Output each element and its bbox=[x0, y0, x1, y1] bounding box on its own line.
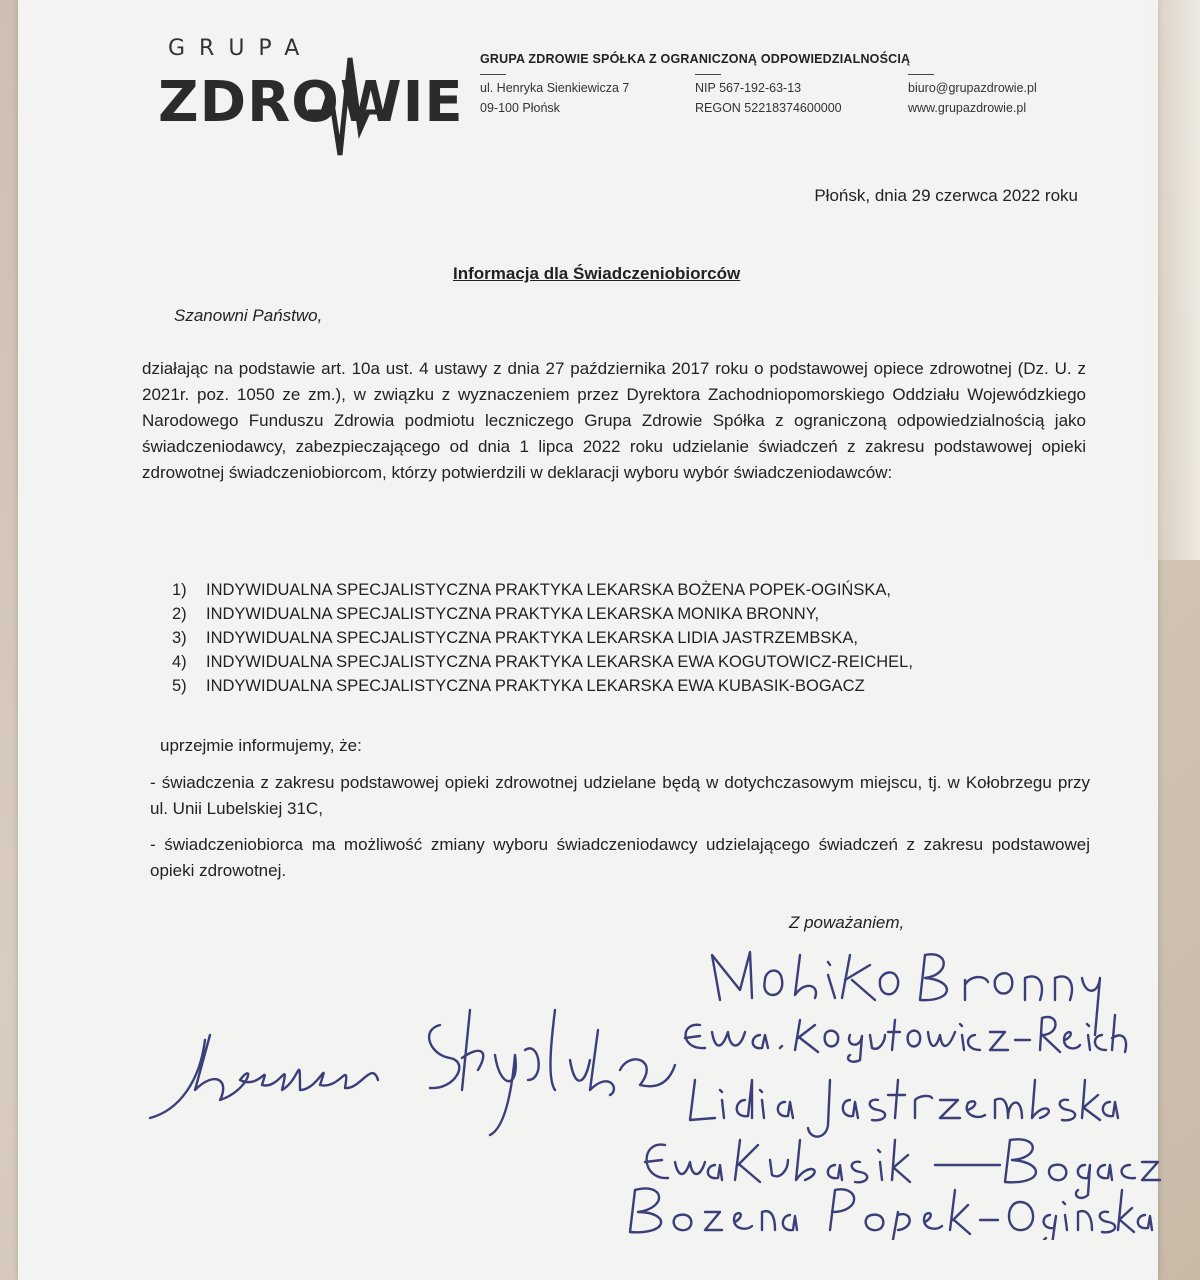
signature-ewa-kub bbox=[645, 1139, 1160, 1198]
company-name: GRUPA ZDROWIE SPÓŁKA Z OGRANICZONĄ ODPOWIEDZIALNOŚCIĄ bbox=[480, 52, 911, 66]
letter-title: Informacja dla Świadczeniobiorców bbox=[453, 264, 741, 283]
closing-phrase: Z poważaniem, bbox=[789, 913, 905, 932]
signatures-image bbox=[0, 940, 1200, 1240]
signature-ewa-k bbox=[685, 1015, 1126, 1062]
logo-text-grupa: GRUPA bbox=[168, 36, 314, 61]
info-point-change: - świadczeniobiorca ma możliwość zmiany wyboru świadczeniodawcy udzielającego świadczeń z zakresu podstawowej opieki zdrowotnej. bbox=[150, 835, 1090, 880]
signature-left bbox=[150, 1035, 378, 1118]
list-item: 2) INDYWIDUALNA SPECJALISTYCZNA PRAKTYKA LEKARSKA MONIKA BRONNY, bbox=[172, 605, 820, 623]
list-item: 5) INDYWIDUALNA SPECJALISTYCZNA PRAKTYKA LEKARSKA EWA KUBASIK-BOGACZ bbox=[172, 677, 865, 695]
registration-block bbox=[695, 74, 842, 118]
greeting: Szanowni Państwo, bbox=[174, 306, 323, 325]
address-street: ul. Henryka Sienkiewicza 7 bbox=[480, 81, 630, 95]
logo-text-zdrowie: ZDROWIE bbox=[158, 70, 464, 135]
body-paragraph: działając na podstawie art. 10a ust. 4 ustawy z dnia 27 października 2017 roku o podstawowej opiece zdrowotnej (Dz. U. z 2021r. poz. 1050 ze zm.), w związku z wyznaczeniem przez Dyrektora Zachodniopomorskiego Oddziału Wojewódzkiego Narodowego Funduszu Zdrowia podmiotu leczniczego Grupa Zdrowie Spółka z ograniczoną odpowiedzialnością jako świadczeniodawcy, zabezpieczającego od dnia 1 lipca 2022 roku udzielanie świadczeń z zakresu podstawowej opieki zdrowotnej świadczeniobiorcom, którzy potwierdzili w deklaracji wyboru wybór świadczeniodawców: bbox=[142, 359, 1086, 482]
inform-intro: uprzejmie informujemy, że: bbox=[160, 736, 362, 755]
signature-lidia bbox=[690, 1080, 1118, 1137]
info-point-location: - świadczenia z zakresu podstawowej opieki zdrowotnej udzielane będą w dotychczasowym miejscu, tj. w Kołobrzegu przy ul. Unii Lubelskiej 31C, bbox=[150, 773, 1090, 818]
address-block bbox=[480, 74, 629, 118]
provider-list bbox=[172, 578, 913, 698]
list-item: 3) INDYWIDUALNA SPECJALISTYCZNA PRAKTYKA LEKARSKA LIDIA JASTRZEMBSKA, bbox=[172, 629, 858, 647]
company-logo bbox=[158, 30, 464, 160]
list-item: 4) INDYWIDUALNA SPECJALISTYCZNA PRAKTYKA LEKARSKA EWA KOGUTOWICZ-REICHEL, bbox=[172, 653, 913, 671]
letter-date: Płońsk, dnia 29 czerwca 2022 roku bbox=[814, 186, 1078, 205]
email-address: biuro@grupazdrowie.pl bbox=[908, 81, 1037, 95]
contact-block bbox=[908, 74, 1037, 118]
nip-number: NIP 567-192-63-13 bbox=[695, 81, 802, 95]
paper-edge bbox=[1140, 0, 1200, 560]
signature-bozena bbox=[630, 1188, 1152, 1240]
regon-number: REGON 52218374600000 bbox=[695, 101, 842, 115]
address-city: 09-100 Płońsk bbox=[480, 101, 560, 115]
website-address: www.grupazdrowie.pl bbox=[908, 101, 1027, 115]
list-item: 1) INDYWIDUALNA SPECJALISTYCZNA PRAKTYKA LEKARSKA BOŻENA POPEK-OGIŃSKA, bbox=[172, 581, 891, 599]
